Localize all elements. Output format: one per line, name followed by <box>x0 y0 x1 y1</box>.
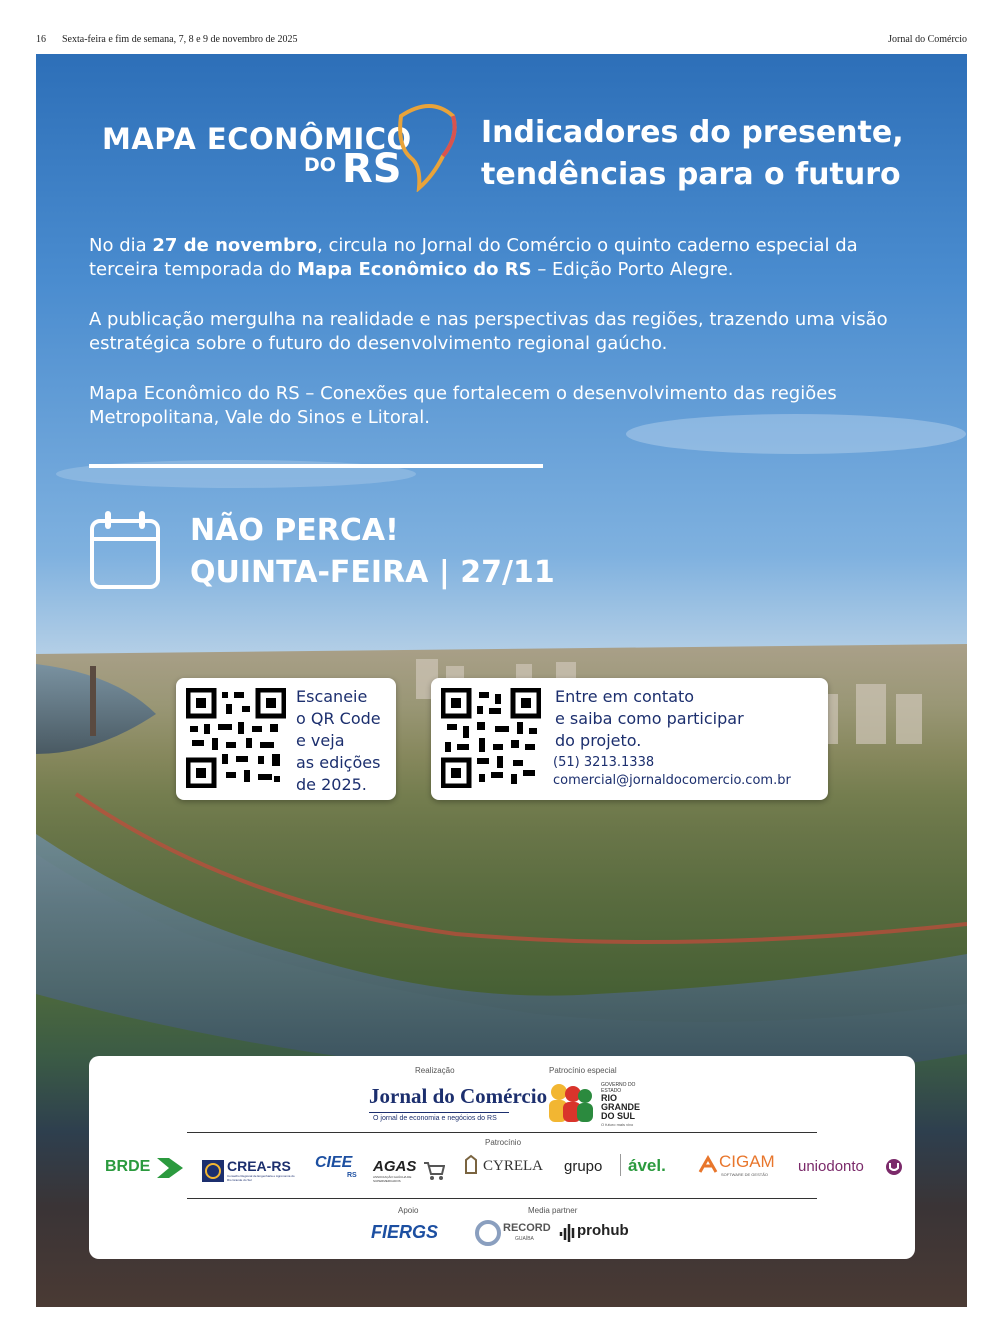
uniodonto-emblem-icon <box>885 1158 903 1176</box>
uniodonto-logo: uniodonto <box>798 1158 864 1175</box>
record-logo: RECORD <box>503 1222 551 1234</box>
avel-logo: ável. <box>628 1156 666 1175</box>
call-to-action <box>190 510 555 594</box>
qr-code-contact[interactable] <box>441 688 541 788</box>
contact-email[interactable]: comercial@jornaldocomercio.com.br <box>553 773 791 788</box>
qr-right-line3: do projeto. <box>555 731 642 750</box>
p1-project-name: Mapa Econômico do RS <box>297 259 532 280</box>
sponsor-divider-1 <box>187 1132 817 1133</box>
ciee-logo: CIEE <box>315 1154 353 1171</box>
qr-right-text <box>555 686 744 752</box>
qr-left-line3: e veja <box>296 731 345 750</box>
rs-map-outline-icon <box>391 96 461 192</box>
cigam-subtitle: SOFTWARE DE GESTÃO <box>721 1172 768 1177</box>
gov-rs-figures-icon <box>545 1082 597 1122</box>
jc-tagline: O jornal de economia e negócios do RS <box>373 1115 497 1122</box>
qr-card-contact[interactable] <box>431 678 828 800</box>
cta-line1: NÃO PERCA! <box>190 513 399 548</box>
logo-rs: RS <box>342 146 402 192</box>
ciee-rs: RS <box>347 1172 357 1179</box>
brde-logo: BRDE <box>105 1158 151 1175</box>
cigam-mark-icon <box>698 1154 718 1174</box>
paragraph-1 <box>89 234 919 282</box>
gov-state-name <box>601 1094 640 1121</box>
paragraph-3: Mapa Econômico do RS – Conexões que fortalecem o desenvolvimento das regiões Metropolitana, Vale do Sinos e Litoral. <box>89 383 837 428</box>
jc-rule <box>369 1112 509 1113</box>
sponsors-panel <box>89 1056 915 1259</box>
p1-text-a: No dia <box>89 235 153 256</box>
gov-line1: RIO <box>601 1093 618 1103</box>
p1-date: 27 de novembro <box>152 235 318 256</box>
grupo-logo: grupo <box>564 1158 603 1175</box>
fiergs-logo: FIERGS <box>371 1222 439 1242</box>
brde-arrow-icon <box>155 1154 185 1180</box>
advertisement <box>36 54 967 1307</box>
date-line: Sexta-feira e fim de semana, 7, 8 e 9 de novembro de 2025 <box>62 34 298 45</box>
apoio-label: Apoio <box>398 1206 419 1215</box>
grupo-avel-separator <box>620 1154 621 1176</box>
cyrela-emblem-icon <box>463 1154 479 1174</box>
patrocinio-label: Patrocínio <box>485 1138 522 1147</box>
qr-code-editions[interactable] <box>186 688 286 788</box>
gov-small-caption: GOVERNO DO ESTADO <box>601 1082 636 1094</box>
cyrela-logo: CYRELA <box>483 1158 543 1174</box>
qr-card-editions[interactable] <box>176 678 396 800</box>
qr-left-text <box>296 686 381 796</box>
patrocinio-especial-label: Patrocínio especial <box>549 1066 617 1075</box>
crea-logo: CREA-RS <box>227 1158 291 1174</box>
paragraph-2: A publicação mergulha na realidade e nas perspectivas das regiões, trazendo uma visão estratégica sobre o futuro do desenvolvimento regional gaúcho. <box>89 309 888 354</box>
jc-name: Jornal do Comércio <box>369 1084 548 1108</box>
record-subtitle: GUAÍBA <box>515 1236 534 1242</box>
cigam-logo: CIGAM <box>719 1152 775 1171</box>
cta-line2: QUINTA-FEIRA | 27/11 <box>190 555 555 590</box>
calendar-icon <box>89 509 161 591</box>
headline <box>481 112 904 196</box>
headline-line1: Indicadores do presente, <box>481 115 904 150</box>
qr-left-line5: de 2025. <box>296 775 367 794</box>
realizacao-label: Realização <box>415 1066 455 1075</box>
agas-subtitle: ASSOCIAÇÃO GAÚCHA DE SUPERMERCADOS <box>373 1175 412 1183</box>
prohub-logo: prohub <box>577 1222 629 1239</box>
p1-text-e: – Edição Porto Alegre. <box>531 259 734 280</box>
publication-name: Jornal do Comércio <box>888 34 967 45</box>
crea-subtitle: Conselho Regional de Engenharia e Agronomia do Rio Grande do Sul <box>227 1174 295 1182</box>
qr-left-line2: o QR Code <box>296 709 381 728</box>
gov-tagline: O futuro mais vivo <box>601 1122 634 1127</box>
logo-do: DO <box>304 154 336 176</box>
page-number: 16 <box>36 34 46 45</box>
prohub-wave-icon <box>559 1222 577 1242</box>
contact-phone[interactable]: (51) 3213.1338 <box>553 755 655 770</box>
qr-right-line1: Entre em contato <box>555 687 695 706</box>
qr-left-line1: Escaneie <box>296 687 368 706</box>
crea-seal-icon <box>202 1160 224 1182</box>
headline-line2: tendências para o futuro <box>481 157 901 192</box>
gov-line3: DO SUL <box>601 1111 636 1121</box>
record-emblem-icon <box>475 1220 501 1246</box>
logo-title: MAPA ECONÔMICO <box>102 122 412 156</box>
qr-left-line4: as edições <box>296 753 381 772</box>
gov-line2: GRANDE <box>601 1102 641 1112</box>
qr-right-line2: e saiba como participar <box>555 709 744 728</box>
p1-text-c: , circula no Jornal do Comércio o quinto caderno especial da terceira temporada do <box>89 235 858 280</box>
sponsor-divider-2 <box>187 1198 817 1199</box>
divider <box>89 464 543 468</box>
agas-logo: AGAS <box>373 1158 417 1175</box>
media-partner-label: Media partner <box>528 1206 578 1215</box>
cart-icon <box>423 1160 445 1180</box>
